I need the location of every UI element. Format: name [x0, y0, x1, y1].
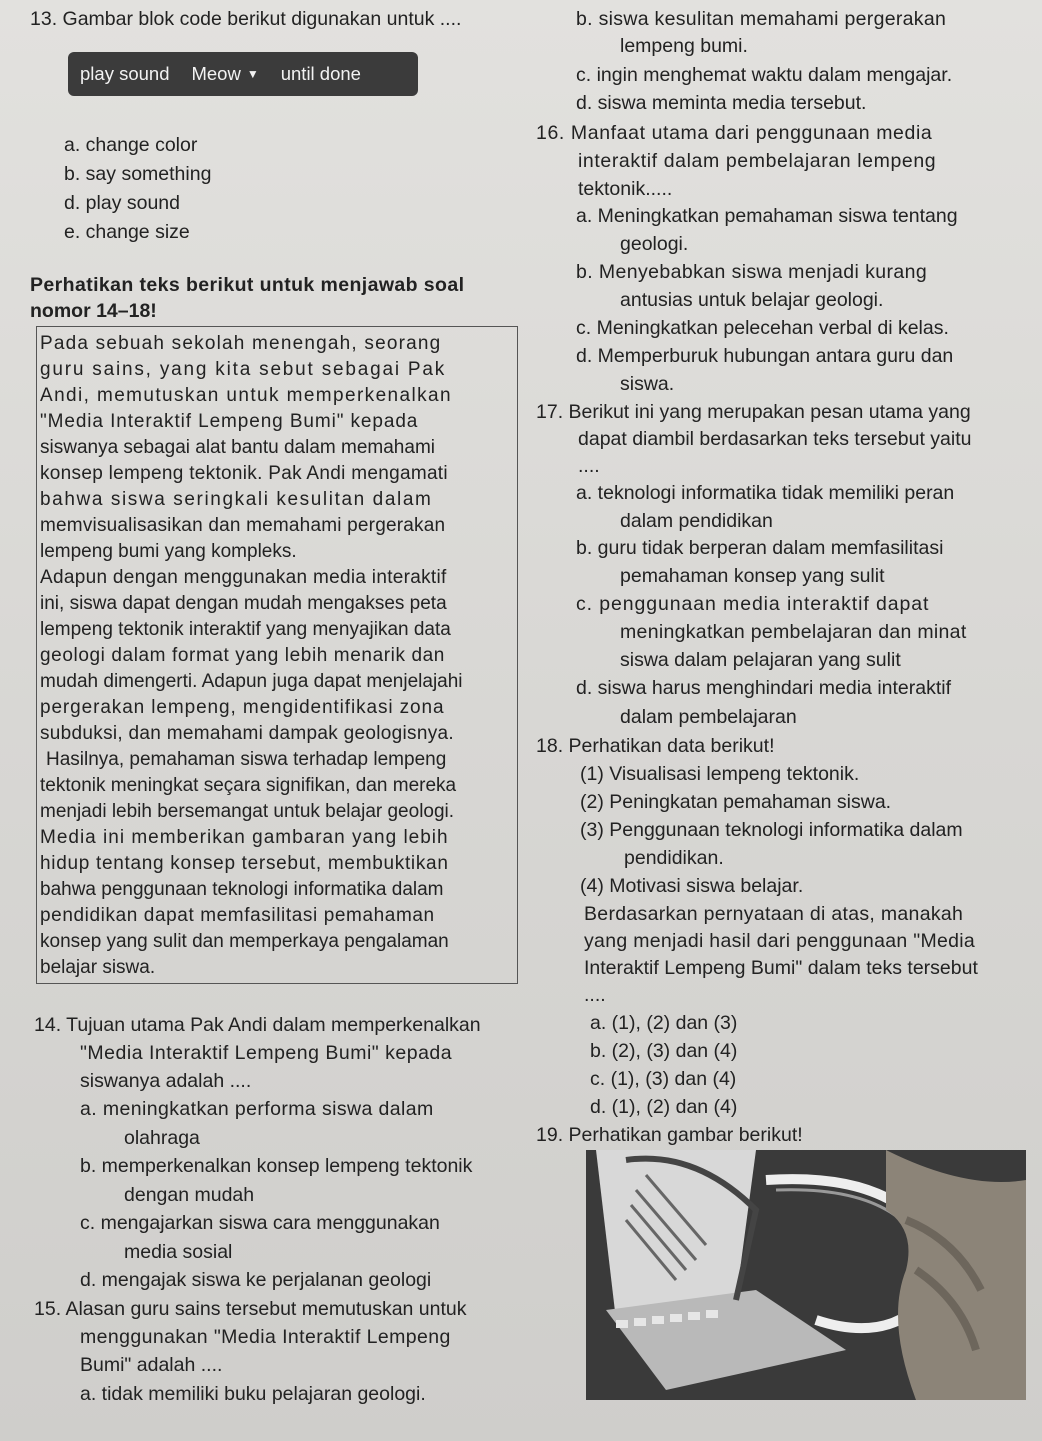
q16-option-a-1: a. Meningkatkan pemahaman siswa tentang	[576, 205, 958, 227]
q14-stem-3: siswanya adalah ....	[80, 1070, 252, 1092]
q15-stem-1: 15. Alasan guru sains tersebut memutuskan untuk	[34, 1298, 467, 1320]
q19-stem: 19. Perhatikan gambar berikut!	[536, 1124, 803, 1146]
passage-line: lempeng bumi yang kompleks.	[40, 541, 297, 562]
q16-option-d-1: d. Memperburuk hubungan antara guru dan	[576, 345, 954, 367]
passage-line: konsep yang sulit dan memperkaya pengalaman	[40, 931, 449, 952]
q15-option-a: a. tidak memiliki buku pelajaran geologi.	[80, 1383, 426, 1405]
q14-stem-2: "Media Interaktif Lempeng Bumi" kepada	[80, 1042, 453, 1064]
q18-ask-4: ....	[584, 984, 606, 1006]
passage-line: Media ini memberikan gambaran yang lebih	[40, 827, 449, 848]
q14-option-a-1: a. meningkatkan performa siswa dalam	[80, 1098, 434, 1120]
passage-line: Hasilnya, pemahaman siswa terhadap lempeng	[46, 749, 447, 770]
passage-line: memvisualisasikan dan memahami pergerakan	[40, 515, 446, 536]
q17-stem-1: 17. Berikut ini yang merupakan pesan utama yang	[536, 401, 971, 423]
q18-item-3-cont: pendidikan.	[624, 847, 724, 869]
passage-line: geologi dalam format yang lebih menarik dan	[40, 645, 445, 666]
q16-option-a-2: geologi.	[620, 233, 689, 255]
dropdown-caret-icon: ▼	[246, 67, 259, 81]
q18-option-a: a. (1), (2) dan (3)	[590, 1012, 738, 1034]
q18-option-c: c. (1), (3) dan (4)	[590, 1068, 737, 1090]
q18-ask-1: Berdasarkan pernyataan di atas, manakah	[584, 903, 964, 925]
scratch-play-sound-block	[68, 52, 418, 96]
passage-intro-2: nomor 14–18!	[30, 300, 157, 322]
q14-option-d-1: d. mengajak siswa ke perjalanan geologi	[80, 1269, 432, 1291]
q14-stem-1: 14. Tujuan utama Pak Andi dalam memperkenalkan	[34, 1014, 481, 1036]
q13-option-b-2: lempeng bumi.	[620, 35, 748, 57]
passage-line: hidup tentang konsep tersebut, membuktikan	[40, 853, 449, 874]
passage-line: guru sains, yang kita sebut sebagai Pak	[40, 359, 447, 380]
passage-line: menjadi lebih bersemangat untuk belajar geologi.	[40, 801, 455, 822]
q17-stem-3: ....	[578, 455, 600, 477]
q17-option-c-3: siswa dalam pelajaran yang sulit	[620, 649, 901, 671]
q16-option-c: c. Meningkatkan pelecehan verbal di kelas.	[576, 317, 949, 339]
block-play-label: play sound	[80, 63, 170, 84]
q18-item-3: (3) Penggunaan teknologi informatika dalam	[580, 819, 963, 841]
q17-option-d-1: d. siswa harus menghindari media interaktif	[576, 677, 952, 699]
q18-option-b: b. (2), (3) dan (4)	[590, 1040, 738, 1062]
passage-line: tektonik meningkat seçara signifikan, dan mereka	[40, 775, 457, 796]
q17-option-b-2: pemahaman konsep yang sulit	[620, 565, 885, 587]
q17-stem-2: dapat diambil berdasarkan teks tersebut yaitu	[578, 428, 972, 450]
q15-stem-2: menggunakan "Media Interaktif Lempeng	[80, 1326, 451, 1348]
q17-option-b-1: b. guru tidak berperan dalam memfasilitasi	[576, 537, 944, 559]
q13-option-e: e. change size	[64, 221, 190, 243]
q14-option-c-1: c. mengajarkan siswa cara menggunakan	[80, 1212, 440, 1234]
q16-option-b-2: antusias untuk belajar geologi.	[620, 289, 884, 311]
q16-option-b-1: b. Menyebabkan siswa menjadi kurang	[576, 261, 928, 283]
q13-option-b: b. say something	[64, 163, 212, 185]
q14-option-b-1: b. memperkenalkan konsep lempeng tektonik	[80, 1155, 473, 1177]
q16-stem-2: interaktif dalam pembelajaran lempeng	[578, 150, 937, 172]
q18-option-d: d. (1), (2) dan (4)	[590, 1096, 738, 1118]
sound-dropdown	[191, 63, 258, 85]
q18-item-4: (4) Motivasi siswa belajar.	[580, 875, 804, 897]
q18-ask-3: Interaktif Lempeng Bumi" dalam teks tersebut	[584, 957, 978, 979]
q17-option-a-2: dalam pendidikan	[620, 510, 773, 532]
q17-option-c-1: c. penggunaan media interaktif dapat	[576, 593, 930, 615]
q15-stem-3: Bumi" adalah ....	[80, 1354, 223, 1376]
passage-line: mudah dimengerti. Adapun juga dapat menjelajahi	[40, 671, 463, 692]
passage-line: siswanya sebagai alat bantu dalam memahami	[40, 437, 435, 458]
q16-stem-1: 16. Manfaat utama dari penggunaan media	[536, 122, 933, 144]
passage-line: "Media Interaktif Lempeng Bumi" kepada	[40, 411, 419, 432]
q18-ask-2: yang menjadi hasil dari penggunaan "Media	[584, 930, 976, 952]
passage-line: Pada sebuah sekolah menengah, seorang	[40, 333, 442, 354]
passage-line: Adapun dengan menggunakan media interaktif	[40, 567, 447, 588]
passage-line: pergerakan lempeng, mengidentifikasi zona	[40, 697, 445, 718]
passage-line: lempeng tektonik interaktif yang menyajikan data	[40, 619, 451, 640]
passage-line: belajar siswa.	[40, 957, 156, 978]
q13-option-a: a. change color	[64, 134, 198, 156]
q17-option-d-2: dalam pembelajaran	[620, 706, 797, 728]
q14-option-b-2: dengan mudah	[124, 1184, 255, 1206]
passage-line: subduksi, dan memahami dampak geologisnya.	[40, 723, 454, 744]
q18-item-2: (2) Peningkatan pemahaman siswa.	[580, 791, 892, 813]
block-until-label: until done	[280, 63, 361, 84]
passage-line: konsep lempeng tektonik. Pak Andi mengamati	[40, 463, 448, 484]
harp-laptop-photo	[586, 1150, 1026, 1400]
passage-line: pendidikan dapat memfasilitasi pemahaman	[40, 905, 435, 926]
q13-option-d: d. play sound	[64, 192, 181, 214]
q14-option-c-2: media sosial	[124, 1241, 233, 1263]
passage-line: bahwa penggunaan teknologi informatika dalam	[40, 879, 444, 900]
passage-line: Andi, memutuskan untuk memperkenalkan	[40, 385, 452, 406]
q17-option-c-2: meningkatkan pembelajaran dan minat	[620, 621, 967, 643]
q13-option-d: d. siswa meminta media tersebut.	[576, 92, 867, 114]
q18-item-1: (1) Visualisasi lempeng tektonik.	[580, 763, 860, 785]
q13-stem: 13. Gambar blok code berikut digunakan untuk ....	[30, 8, 462, 30]
q16-stem-3: tektonik.....	[578, 178, 673, 200]
passage-intro-1: Perhatikan teks berikut untuk menjawab soal	[30, 274, 465, 296]
q13-option-b-1: b. siswa kesulitan memahami pergerakan	[576, 8, 947, 30]
sound-name: Meow	[191, 63, 241, 84]
q16-option-d-2: siswa.	[620, 373, 675, 395]
passage-line: bahwa siswa seringkali kesulitan dalam	[40, 489, 433, 510]
q18-stem: 18. Perhatikan data berikut!	[536, 735, 775, 757]
q14-option-a-2: olahraga	[124, 1127, 200, 1149]
q13-option-c: c. ingin menghemat waktu dalam mengajar.	[576, 64, 953, 86]
passage-line: ini, siswa dapat dengan mudah mengakses peta	[40, 593, 447, 614]
q17-option-a-1: a. teknologi informatika tidak memiliki peran	[576, 482, 955, 504]
